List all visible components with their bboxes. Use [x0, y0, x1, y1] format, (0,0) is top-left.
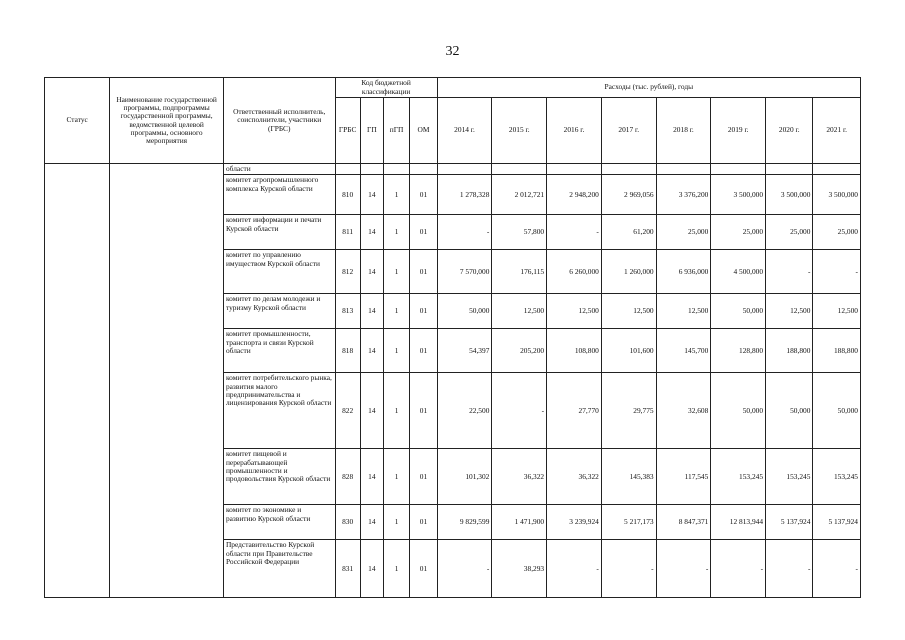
expense-value: 25,000: [766, 215, 813, 250]
empty-cell: [437, 164, 492, 175]
expense-value: 3 376,200: [656, 175, 711, 215]
empty-cell: [656, 164, 711, 175]
expense-value: -: [813, 250, 861, 294]
code-pgp: 1: [383, 449, 409, 505]
expense-value: 9 829,599: [437, 505, 492, 540]
expense-value: 117,545: [656, 449, 711, 505]
empty-cell: [711, 164, 766, 175]
expense-value: 50,000: [711, 294, 766, 329]
header-om: ОМ: [410, 98, 437, 164]
organization-name: комитет потребительского рынка, развития малого предпринимательства и лицензирования Курской области: [223, 373, 335, 449]
expense-value: 6 260,000: [547, 250, 602, 294]
expense-value: -: [547, 540, 602, 598]
budget-table: [44, 77, 861, 598]
organization-name: комитет информации и печати Курской области: [223, 215, 335, 250]
expense-value: 12,500: [813, 294, 861, 329]
code-om: 01: [410, 540, 437, 598]
header-grbs: ГРБС: [335, 98, 360, 164]
code-gp: 14: [360, 175, 383, 215]
code-pgp: 1: [383, 540, 409, 598]
organization-name: комитет пищевой и перерабатывающей промышленности и продовольствия Курской области: [223, 449, 335, 505]
expense-value: 25,000: [813, 215, 861, 250]
code-om: 01: [410, 215, 437, 250]
code-pgp: 1: [383, 329, 409, 373]
code-grbs: 828: [335, 449, 360, 505]
code-om: 01: [410, 329, 437, 373]
expense-value: 50,000: [437, 294, 492, 329]
expense-value: 153,245: [766, 449, 813, 505]
expense-value: 50,000: [711, 373, 766, 449]
code-pgp: 1: [383, 373, 409, 449]
expense-value: 5 137,924: [813, 505, 861, 540]
expense-value: 145,383: [601, 449, 656, 505]
table-row-continuation: [45, 164, 861, 175]
expense-value: -: [656, 540, 711, 598]
empty-cell: [813, 164, 861, 175]
expense-value: 8 847,371: [656, 505, 711, 540]
header-responsible: Ответственный исполнитель, соисполнители, участники (ГРБС): [223, 78, 335, 164]
expense-value: 3 500,000: [711, 175, 766, 215]
expense-value: 101,600: [601, 329, 656, 373]
code-gp: 14: [360, 449, 383, 505]
expense-value: 12,500: [547, 294, 602, 329]
code-gp: 14: [360, 215, 383, 250]
code-gp: 14: [360, 373, 383, 449]
code-gp: 14: [360, 250, 383, 294]
code-grbs: 811: [335, 215, 360, 250]
code-om: 01: [410, 175, 437, 215]
continuation-text: области: [223, 164, 335, 175]
expense-value: 205,200: [492, 329, 547, 373]
expense-value: -: [492, 373, 547, 449]
header-status: Статус: [45, 78, 110, 164]
status-cell: [45, 164, 110, 598]
expense-value: 7 570,000: [437, 250, 492, 294]
expense-value: 2 948,200: [547, 175, 602, 215]
code-pgp: 1: [383, 250, 409, 294]
code-pgp: 1: [383, 215, 409, 250]
table-header: [45, 78, 861, 164]
organization-name: комитет по экономике и развитию Курской области: [223, 505, 335, 540]
expense-value: 1 471,900: [492, 505, 547, 540]
expense-value: -: [711, 540, 766, 598]
code-pgp: 1: [383, 505, 409, 540]
header-expenses: Расходы (тыс. рублей), годы: [437, 78, 860, 98]
expense-value: 22,500: [437, 373, 492, 449]
code-gp: 14: [360, 540, 383, 598]
code-grbs: 810: [335, 175, 360, 215]
empty-cell: [547, 164, 602, 175]
header-year-2014: 2014 г.: [437, 98, 492, 164]
expense-value: 1 278,328: [437, 175, 492, 215]
table-body: [45, 164, 861, 598]
expense-value: 145,700: [656, 329, 711, 373]
expense-value: 12,500: [766, 294, 813, 329]
expense-value: 3 500,000: [766, 175, 813, 215]
expense-value: 61,200: [601, 215, 656, 250]
empty-cell: [492, 164, 547, 175]
code-gp: 14: [360, 294, 383, 329]
header-year-2018: 2018 г.: [656, 98, 711, 164]
code-om: 01: [410, 250, 437, 294]
expense-value: 153,245: [813, 449, 861, 505]
expense-value: 176,115: [492, 250, 547, 294]
expense-value: 5 137,924: [766, 505, 813, 540]
expense-value: 27,770: [547, 373, 602, 449]
header-pgp: пГП: [383, 98, 409, 164]
expense-value: 54,397: [437, 329, 492, 373]
organization-name: комитет по делам молодежи и туризму Курской области: [223, 294, 335, 329]
header-year-2021: 2021 г.: [813, 98, 861, 164]
code-grbs: 813: [335, 294, 360, 329]
expense-value: -: [766, 250, 813, 294]
expense-value: 12,500: [601, 294, 656, 329]
expense-value: 36,322: [547, 449, 602, 505]
empty-cell: [335, 164, 360, 175]
expense-value: 2 969,056: [601, 175, 656, 215]
code-gp: 14: [360, 505, 383, 540]
code-om: 01: [410, 449, 437, 505]
header-budget-classification: Код бюджетной классификации: [335, 78, 437, 98]
expense-value: -: [813, 540, 861, 598]
expense-value: -: [766, 540, 813, 598]
code-pgp: 1: [383, 175, 409, 215]
organization-name: комитет промышленности, транспорта и связи Курской области: [223, 329, 335, 373]
expense-value: -: [437, 540, 492, 598]
code-grbs: 822: [335, 373, 360, 449]
organization-name: комитет агропромышленного комплекса Курской области: [223, 175, 335, 215]
empty-cell: [766, 164, 813, 175]
code-om: 01: [410, 505, 437, 540]
expense-value: 188,800: [766, 329, 813, 373]
empty-cell: [360, 164, 383, 175]
header-year-2017: 2017 г.: [601, 98, 656, 164]
expense-value: 38,293: [492, 540, 547, 598]
expense-value: 32,608: [656, 373, 711, 449]
header-year-2015: 2015 г.: [492, 98, 547, 164]
expense-value: -: [601, 540, 656, 598]
expense-value: 108,800: [547, 329, 602, 373]
expense-value: 101,302: [437, 449, 492, 505]
expense-value: 3 239,924: [547, 505, 602, 540]
organization-name: Представительство Курской области при Правительстве Российской Федерации: [223, 540, 335, 598]
code-grbs: 831: [335, 540, 360, 598]
expense-value: 50,000: [766, 373, 813, 449]
expense-value: 3 500,000: [813, 175, 861, 215]
expense-value: 2 012,721: [492, 175, 547, 215]
code-grbs: 830: [335, 505, 360, 540]
program-name-cell: [110, 164, 224, 598]
organization-name: комитет по управлению имуществом Курской области: [223, 250, 335, 294]
expense-value: 153,245: [711, 449, 766, 505]
code-om: 01: [410, 373, 437, 449]
empty-cell: [601, 164, 656, 175]
code-gp: 14: [360, 329, 383, 373]
expense-value: 50,000: [813, 373, 861, 449]
expense-value: 1 260,000: [601, 250, 656, 294]
expense-value: 6 936,000: [656, 250, 711, 294]
code-om: 01: [410, 294, 437, 329]
empty-cell: [383, 164, 409, 175]
code-grbs: 818: [335, 329, 360, 373]
expense-value: 25,000: [711, 215, 766, 250]
empty-cell: [410, 164, 437, 175]
expense-value: 29,775: [601, 373, 656, 449]
expense-value: 12 813,944: [711, 505, 766, 540]
header-year-2019: 2019 г.: [711, 98, 766, 164]
expense-value: 4 500,000: [711, 250, 766, 294]
page-number: 32: [445, 44, 460, 59]
code-grbs: 812: [335, 250, 360, 294]
expense-value: -: [547, 215, 602, 250]
expense-value: -: [437, 215, 492, 250]
expense-value: 12,500: [492, 294, 547, 329]
expense-value: 5 217,173: [601, 505, 656, 540]
expense-value: 188,800: [813, 329, 861, 373]
expense-value: 57,800: [492, 215, 547, 250]
expense-value: 25,000: [656, 215, 711, 250]
expense-value: 12,500: [656, 294, 711, 329]
header-gp: ГП: [360, 98, 383, 164]
header-year-2020: 2020 г.: [766, 98, 813, 164]
header-year-2016: 2016 г.: [547, 98, 602, 164]
code-pgp: 1: [383, 294, 409, 329]
expense-value: 36,322: [492, 449, 547, 505]
header-program-name: Наименование государственной программы, подпрограммы государственной программы, ведомственной целевой программы, основного мероприятия: [110, 78, 224, 164]
expense-value: 128,800: [711, 329, 766, 373]
